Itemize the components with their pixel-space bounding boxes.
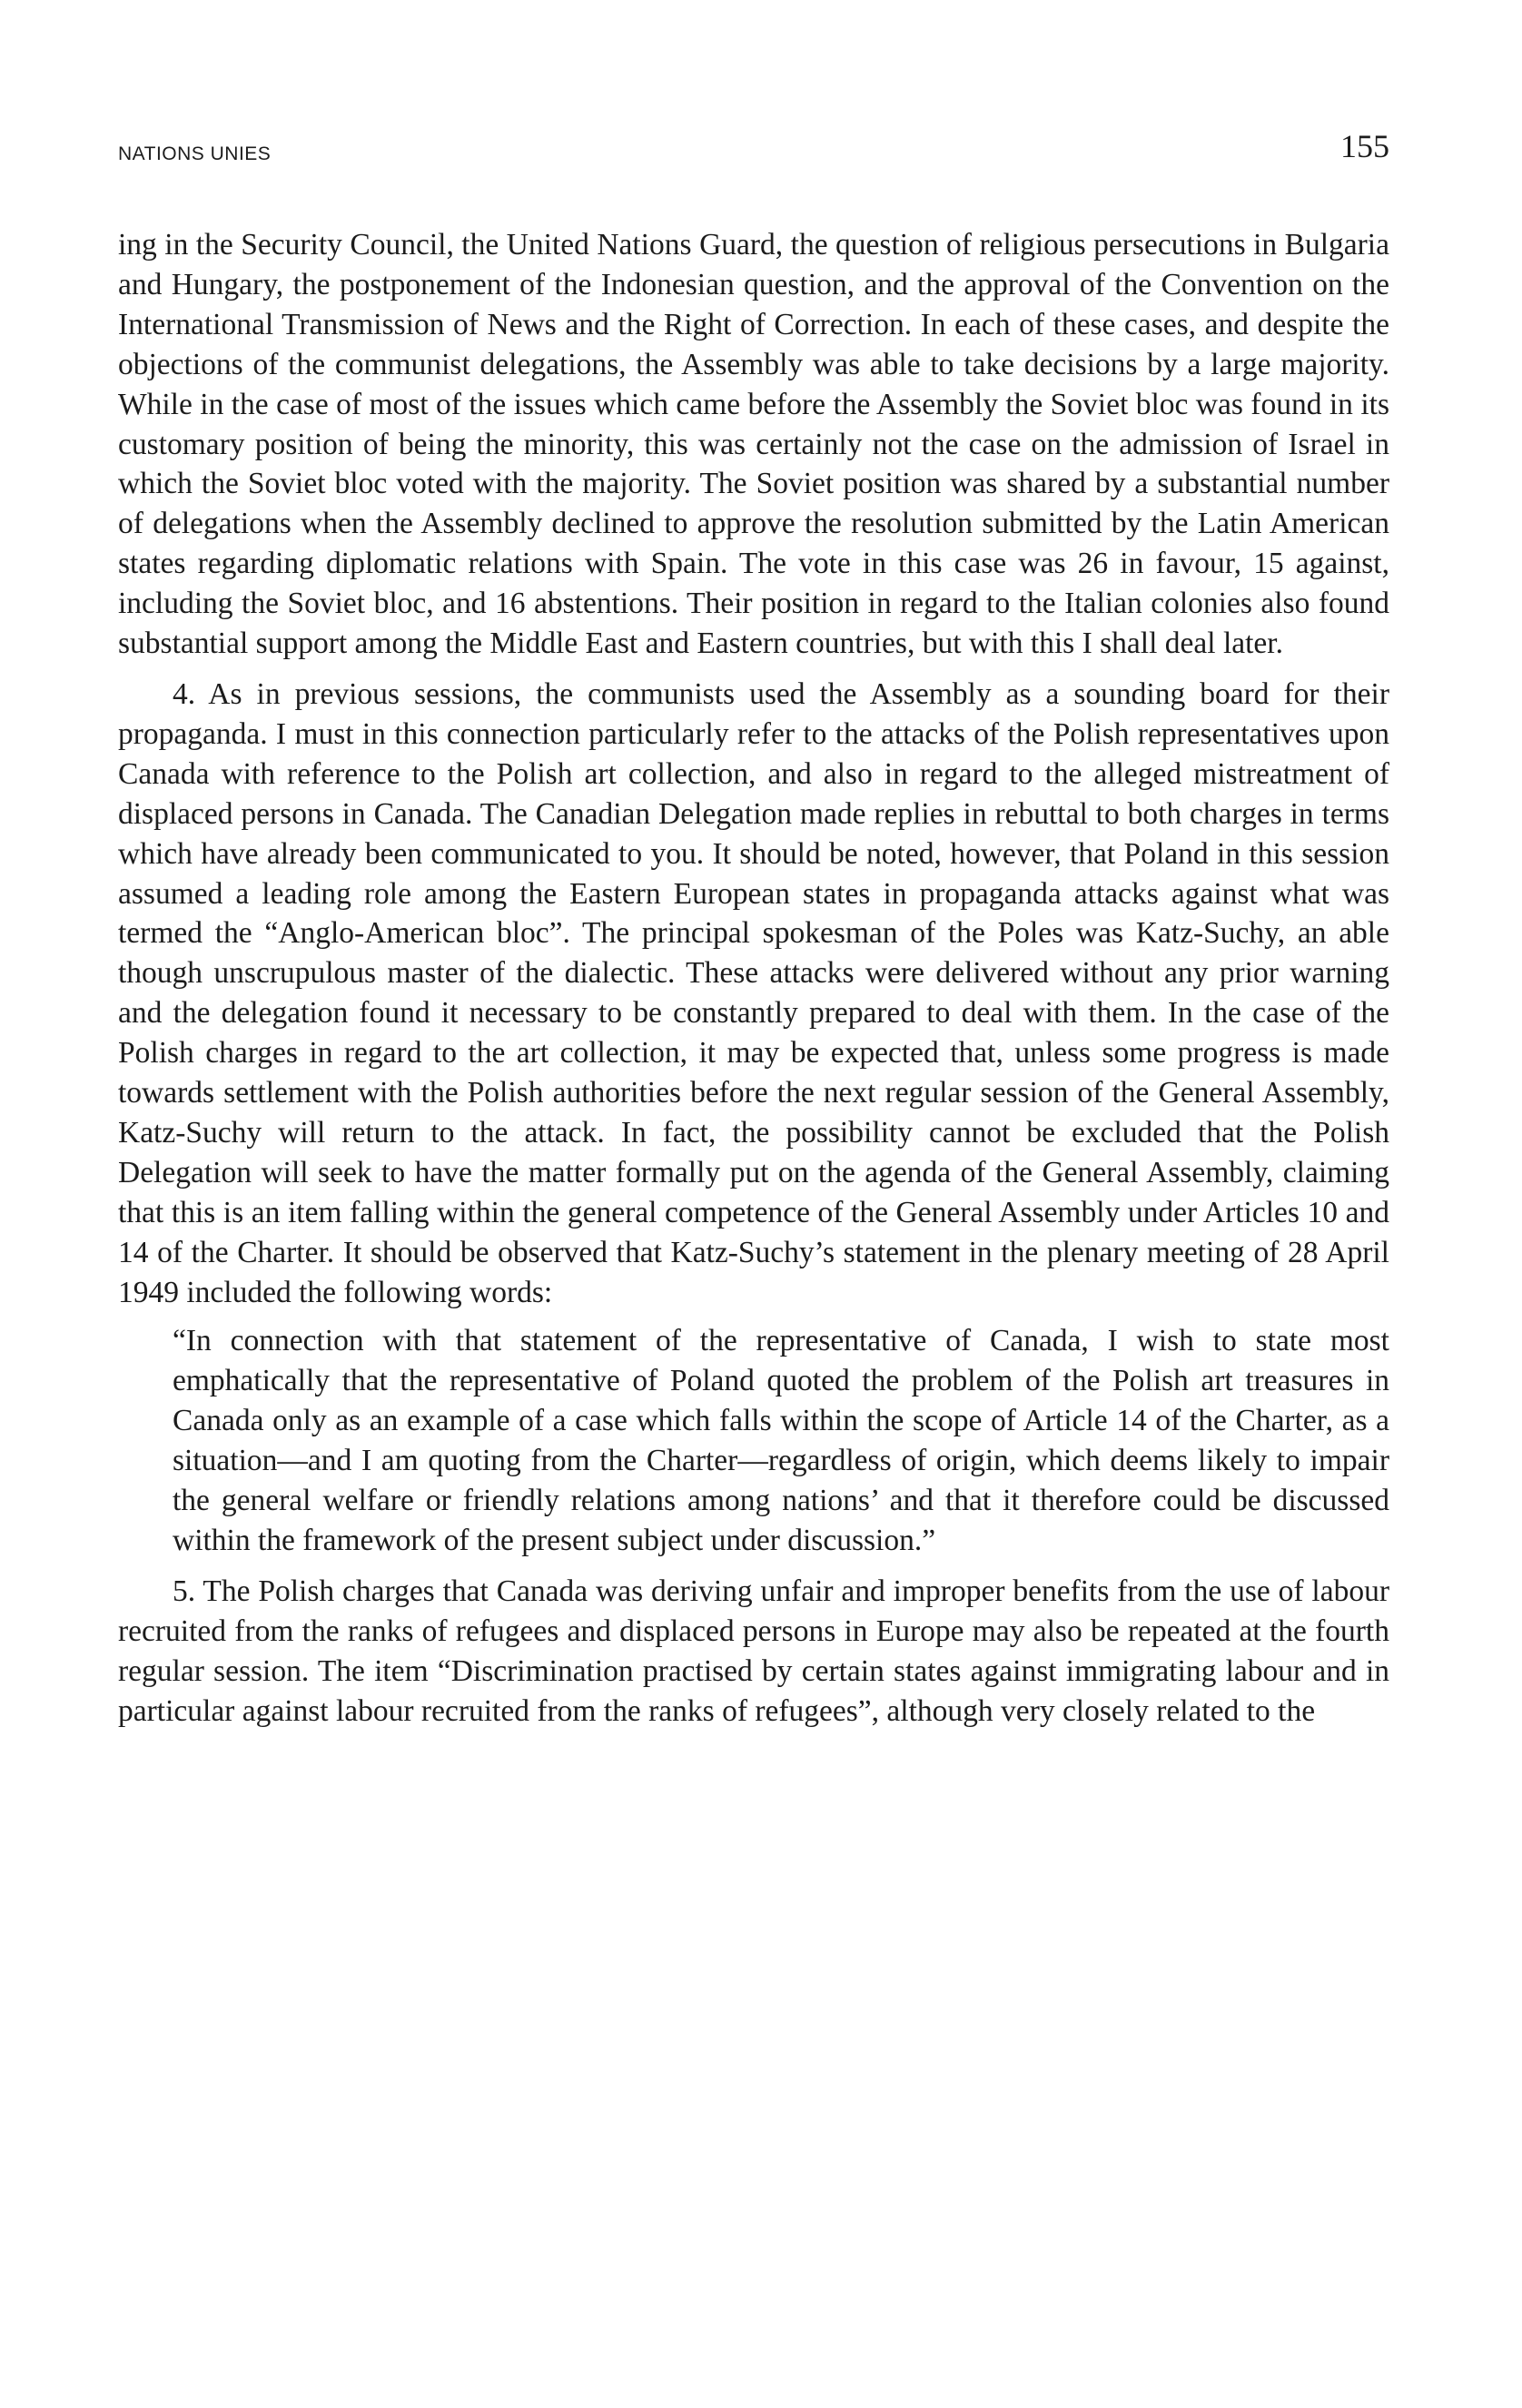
paragraph-4: 4. As in previous sessions, the communists used the Assembly as a sounding board for their propaganda. I must in this connection particularly refer to the attacks of the Polish representatives upon Canada with reference to the Polish art collection, and also in regard to the alleged mistreatment of displaced persons in Canada. The Canadian Delegation made replies in rebuttal to both charges in terms which have already been communicated to you. It should be noted, however, that Poland in this session assumed a leading role among the Eastern European states in propaganda attacks against what was termed the “Anglo-American bloc”. The principal spokesman of the Poles was Katz-Suchy, an able though unscrupulous master of the dialectic. These attacks were delivered without any prior warning and the delegation found it necessary to be constantly prepared to deal with them. In the case of the Polish charges in regard to the art collection, it may be expected that, unless some progress is made towards settlement with the Polish authorities before the next regular session of the General Assembly, Katz-Suchy will return to the attack. In fact, the possibility cannot be excluded that the Polish Delegation will seek to have the matter formally put on the agenda of the General Assembly, claiming that this is an item falling within the general competence of the General Assembly under Articles 10 and 14 of the Charter. It should be observed that Katz-Suchy’s statement in the plenary meeting of 28 April 1949 included the following words:: [118, 676, 1389, 1309]
page-number: 155: [1340, 128, 1389, 164]
body-text: [118, 225, 1389, 1732]
paragraph-5: 5. The Polish charges that Canada was deriving unfair and improper benefits from the use of labour recruited from the ranks of refugees and displaced persons in Europe may also be repeated at the fourth regular session. The item “Discrimination practised by certain states against immigrating labour and in particular against labour recruited from the ranks of refugees”, although very closely related to the: [118, 1574, 1389, 1728]
running-head: [118, 127, 1389, 167]
running-title: NATIONS UNIES: [118, 143, 272, 164]
block-quote: “In connection with that statement of the representative of Canada, I wish to state most emphatically that the representative of Poland quoted the problem of the Polish art treasures in Canada only as an example of a case which falls within the scope of Article 14 of the Charter, as a situation—and I am quoting from the Charter—regardless of origin, which deems likely to impair the general welfare or friendly relations among nations’ and that it therefore could be discussed within the framework of the present subject under discussion.”: [173, 1324, 1389, 1557]
paragraph-continued: ing in the Security Council, the United Nations Guard, the question of religious persecutions in Bulgaria and Hungary, the postponement of the Indonesian question, and the approval of the Convention on the International Transmission of News and the Right of Correction. In each of these cases, and despite the objections of the communist delegations, the Assembly was able to take decisions by a large majority. While in the case of most of the issues which came before the Assembly the Soviet bloc was found in its customary position of being the minority, this was certainly not the case on the admission of Israel in which the Soviet bloc voted with the majority. The Soviet position was shared by a substantial number of delegations when the Assembly declined to approve the resolution submitted by the Latin American states regarding diplomatic relations with Spain. The vote in this case was 26 in favour, 15 against, including the Soviet bloc, and 16 abstentions. Their position in regard to the Italian colonies also found substantial support among the Middle East and Eastern countries, but with this I shall deal later.: [118, 228, 1389, 661]
document-page: [118, 109, 1389, 2324]
